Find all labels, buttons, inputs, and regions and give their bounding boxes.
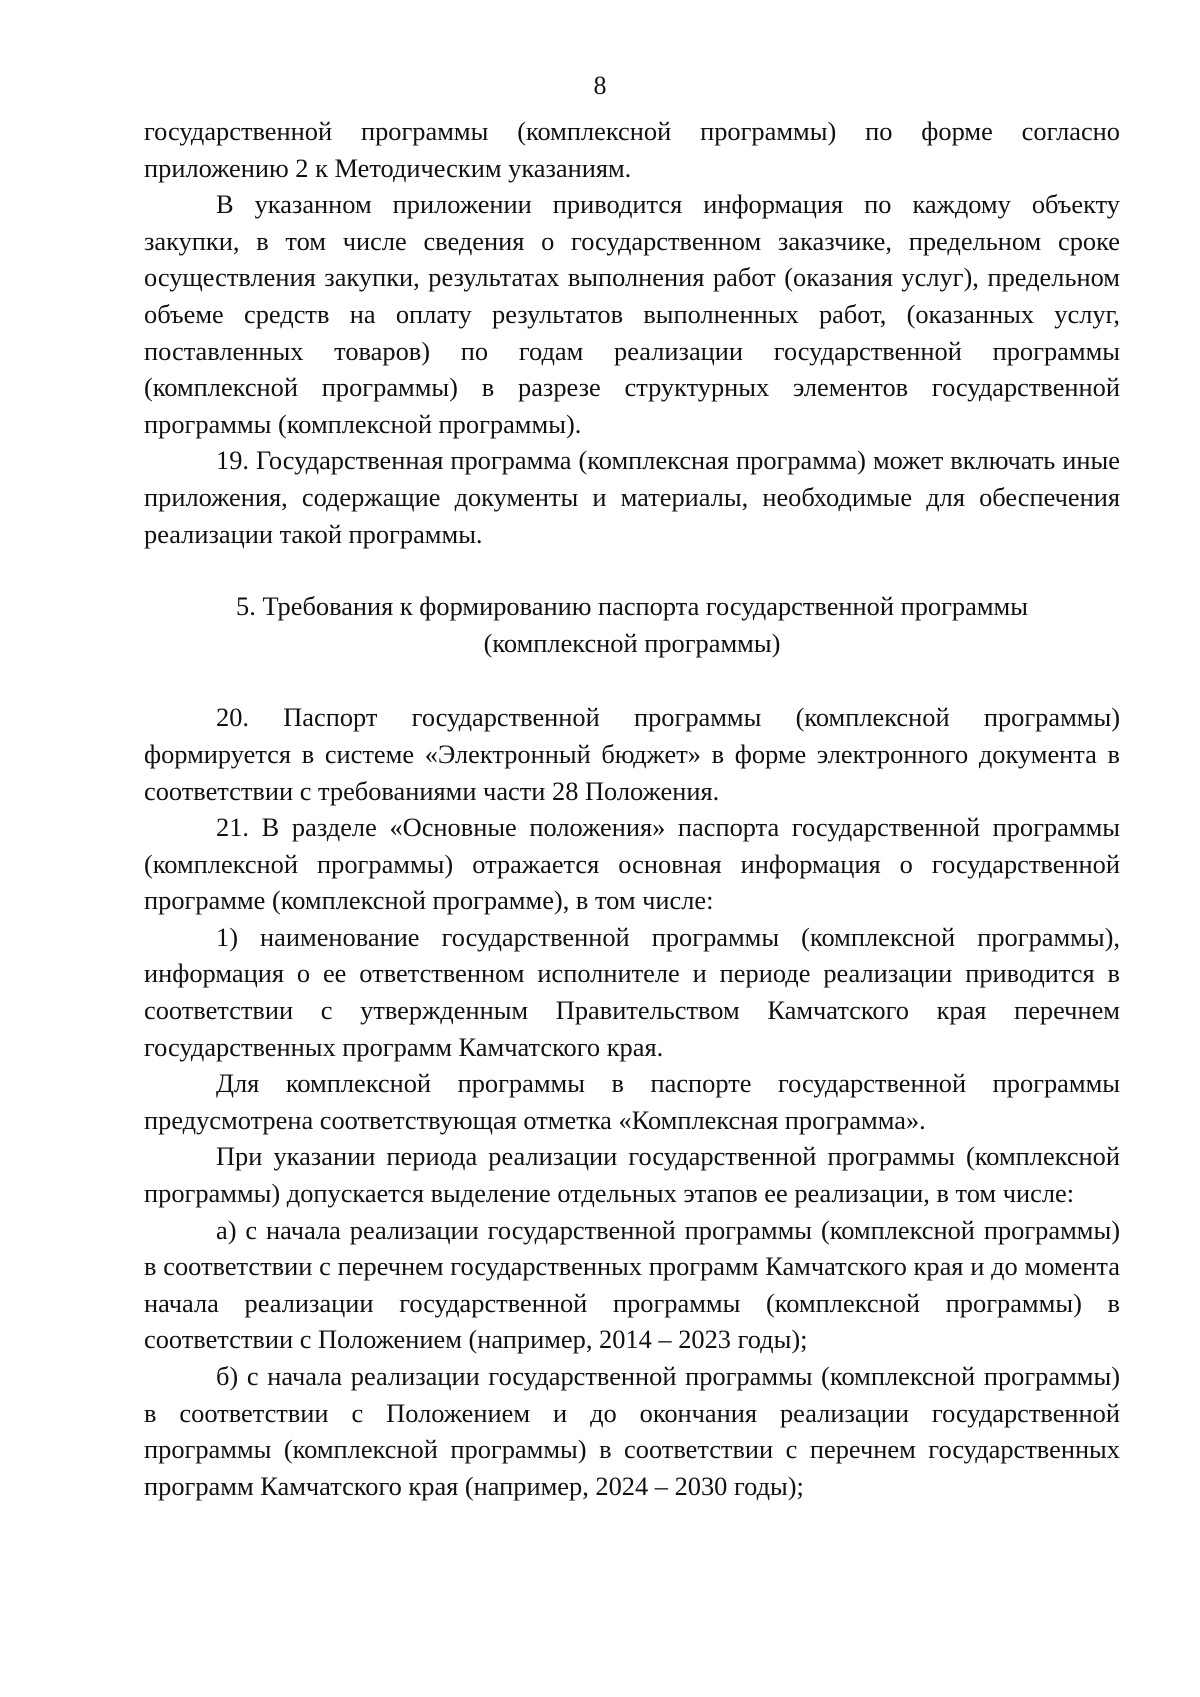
- page-number: 8: [593, 71, 607, 100]
- paragraph: В указанном приложении приводится информация по каждому объекту закупки, в том числе сведения о государственном заказчике, предельном сроке осуществления закупки, результатах выполнения работ (оказания услуг), предельном объеме средств на оплату результатов выполненных работ, (оказанных услуг, поставленных товаров) по годам реализации государственной программы (комплексной программы) в разрезе структурных элементов государственной программы (комплексной программы).: [144, 189, 1120, 439]
- paragraph-item-20: 20. Паспорт государственной программы (комплексной программы) формируется в системе «Электронный бюджет» в форме электронного документа в соответствии с требованиями части 28 Положения.: [144, 702, 1120, 806]
- paragraph-subitem-b: б) с начала реализации государственной программы (комплексной программы) в соответствии с Положением и до окончания реализации государственной программы (комплексной программы) в соответствии с перечнем государственных программ Камчатского края (например, 2024 – 2030 годы);: [144, 1361, 1120, 1501]
- paragraph: Для комплексной программы в паспорте государственной программы предусмотрена соответствующая отметка «Комплексная программа».: [144, 1068, 1120, 1135]
- paragraph: При указании периода реализации государственной программы (комплексной программы) допускается выделение отдельных этапов ее реализации, в том числе:: [144, 1141, 1120, 1209]
- spacer: [144, 661, 1120, 699]
- paragraph-item-19: 19. Государственная программа (комплексная программа) может включать иные приложения, содержащие документы и материалы, необходимые для обеспечения реализации такой программы.: [144, 445, 1120, 549]
- document-body: [144, 113, 1120, 1504]
- spacer: [144, 552, 1120, 588]
- paragraph-item-21: 21. В разделе «Основные положения» паспорта государственной программы (комплексной программы) отражается основная информация о государственной программе (комплексной программе), в том числе:: [144, 812, 1120, 916]
- paragraph-subitem-a: а) с начала реализации государственной программы (комплексной программы) в соответствии с перечнем государственных программ Камчатского края и до момента начала реализации государственной программы (комплексной программы) в соответствии с Положением (например, 2014 – 2023 годы);: [144, 1214, 1120, 1355]
- section-heading: 5. Требования к формированию паспорта государственной программы (комплексной программы): [236, 591, 1028, 658]
- paragraph-subitem-1: 1) наименование государственной программы (комплексной программы), информация о ее ответственном исполнителе и периоде реализации приводится в соответствии с утвержденным Правительством Камчатского края перечнем государственных программ Камчатского края.: [144, 921, 1120, 1062]
- paragraph: государственной программы (комплексной программы) по форме согласно приложению 2 к Методическим указаниям.: [144, 116, 1120, 183]
